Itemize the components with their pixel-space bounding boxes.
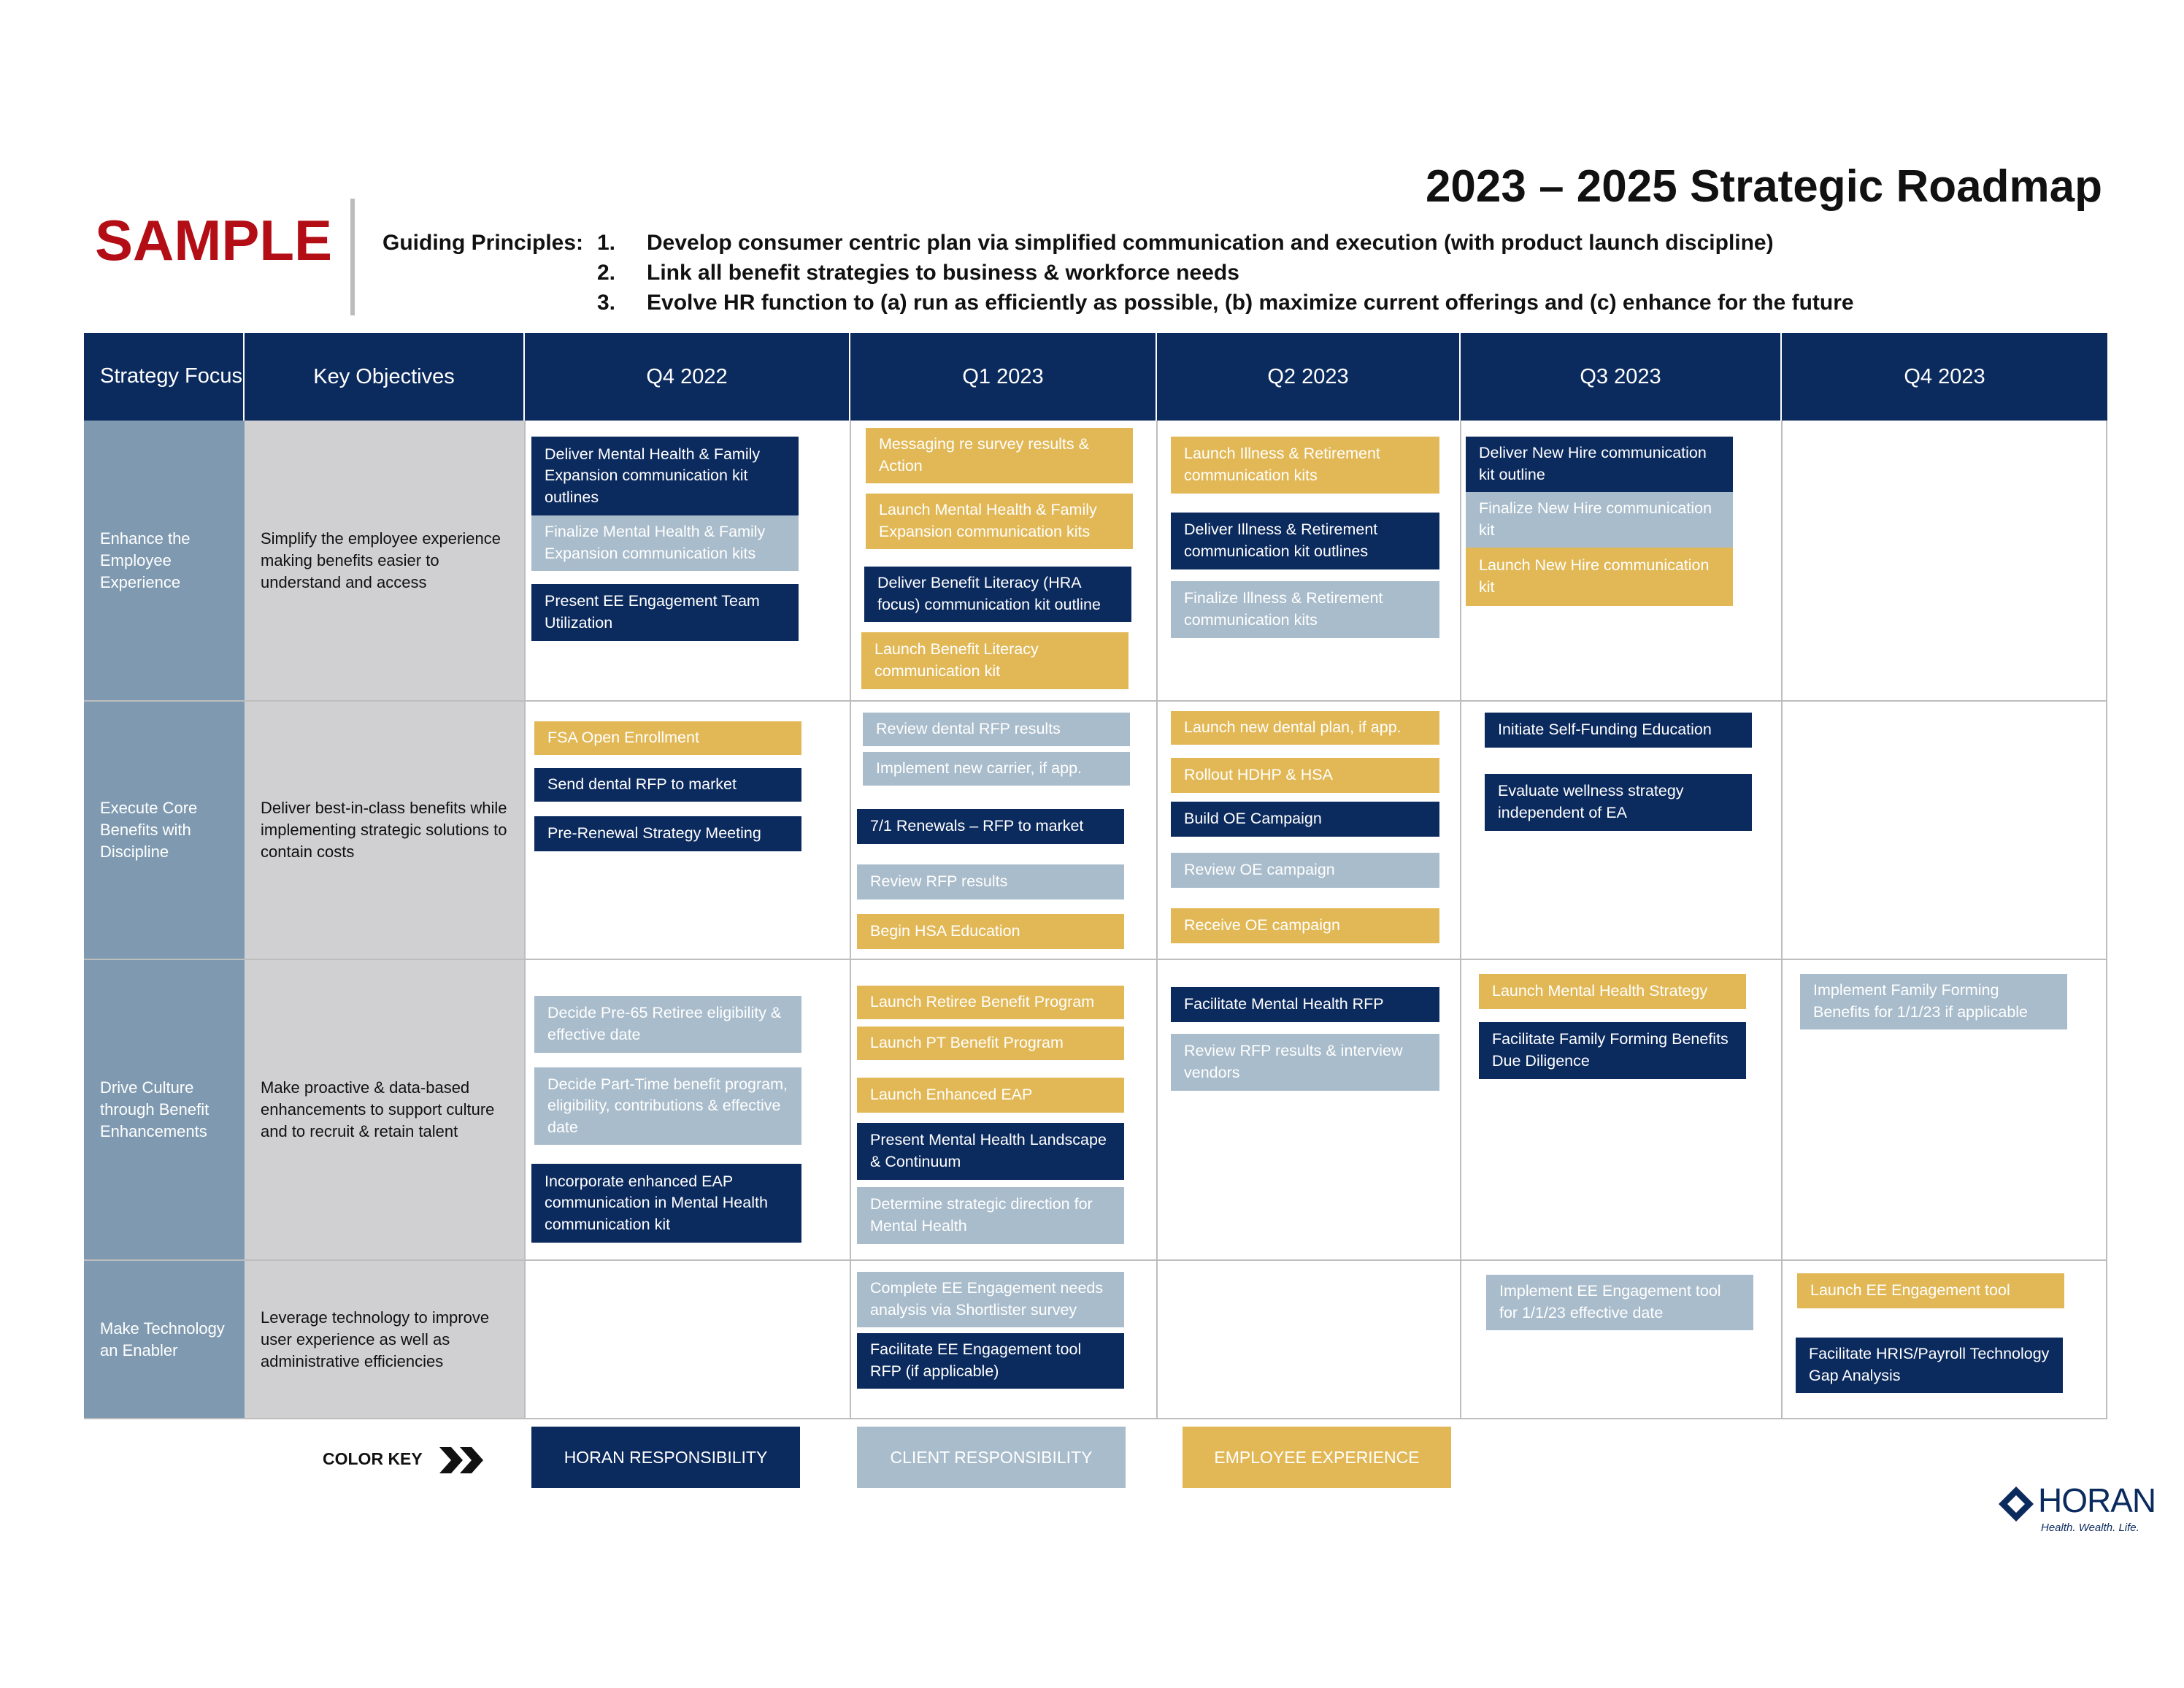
- divider: [350, 199, 355, 315]
- logo-wordmark: HORAN: [2038, 1481, 2156, 1519]
- activity-box: Pre-Renewal Strategy Meeting: [534, 816, 801, 851]
- grid-line: [850, 421, 851, 1419]
- grid-line: [84, 700, 2107, 702]
- color-key-employee: EMPLOYEE EXPERIENCE: [1183, 1427, 1451, 1488]
- page-title: 2023 – 2025 Strategic Roadmap: [1425, 161, 2102, 212]
- activity-box: Deliver New Hire communication kit outline: [1466, 437, 1733, 492]
- activity-box: Launch Mental Health Strategy: [1479, 974, 1746, 1009]
- activity-box: FSA Open Enrollment: [534, 721, 801, 755]
- strategy-focus-cell: Enhance the Employee Experience: [84, 421, 245, 701]
- key-objective-cell: Leverage technology to improve user experience as well as administrative efficiencies: [245, 1260, 525, 1419]
- double-chevron-right-icon: [438, 1444, 489, 1476]
- activity-box: Review dental RFP results: [863, 713, 1130, 746]
- activity-box: Deliver Illness & Retirement communication kit outlines: [1171, 513, 1439, 569]
- sample-watermark: SAMPLE: [95, 208, 333, 272]
- grid-line: [84, 959, 2107, 960]
- activity-box: Facilitate EE Engagement tool RFP (if applicable): [857, 1333, 1124, 1389]
- grid-line: [1781, 421, 1783, 1419]
- activity-box: Facilitate Mental Health RFP: [1171, 987, 1439, 1022]
- activity-box: Review OE campaign: [1171, 853, 1439, 888]
- guiding-principle-1: 1. Develop consumer centric plan via simplified communication and execution (with product launch discipline): [597, 231, 1774, 255]
- guiding-principles-label: Guiding Principles:: [382, 231, 584, 255]
- color-key-client: CLIENT RESPONSIBILITY: [857, 1427, 1126, 1488]
- activity-box: Finalize Illness & Retirement communication kits: [1171, 581, 1439, 638]
- activity-box: Facilitate HRIS/Payroll Technology Gap Analysis: [1796, 1338, 2063, 1393]
- guiding-principle-3: 3. Evolve HR function to (a) run as efficiently as possible, (b) maximize current offerings and (c) enhance for the future: [597, 291, 1854, 315]
- grid-line: [524, 421, 526, 1419]
- activity-box: Incorporate enhanced EAP communication in Mental Health communication kit: [531, 1164, 801, 1243]
- activity-box: Initiate Self-Funding Education: [1485, 713, 1752, 748]
- activity-box: Launch Mental Health & Family Expansion communication kits: [866, 494, 1133, 549]
- activity-box: Launch EE Engagement tool: [1797, 1273, 2064, 1308]
- activity-box: Evaluate wellness strategy independent of EA: [1485, 774, 1752, 831]
- activity-box: Finalize Mental Health & Family Expansion communication kits: [531, 515, 799, 571]
- grid-line: [84, 1418, 2107, 1419]
- color-key-label: COLOR KEY: [323, 1449, 423, 1468]
- color-key-horan: HORAN RESPONSIBILITY: [531, 1427, 800, 1488]
- guiding-principle-2: 2. Link all benefit strategies to business & workforce needs: [597, 261, 1239, 285]
- grid-line: [84, 1259, 2107, 1261]
- header-quarter-3: Q2 2023: [1157, 333, 1461, 421]
- header-quarter-2: Q1 2023: [850, 333, 1157, 421]
- logo-tagline: Health. Wealth. Life.: [2041, 1522, 2139, 1534]
- activity-box: Launch Enhanced EAP: [857, 1078, 1124, 1113]
- activity-box: Launch Illness & Retirement communication kits: [1171, 437, 1439, 494]
- grid-line: [1156, 421, 1158, 1419]
- activity-box: Finalize New Hire communication kit: [1466, 492, 1733, 548]
- activity-box: Launch new dental plan, if app.: [1171, 711, 1439, 745]
- activity-box: Determine strategic direction for Mental Health: [857, 1187, 1124, 1244]
- activity-box: Facilitate Family Forming Benefits Due Diligence: [1479, 1022, 1746, 1079]
- activity-box: 7/1 Renewals – RFP to market: [857, 809, 1124, 844]
- activity-box: Launch PT Benefit Program: [857, 1027, 1124, 1060]
- key-objective-cell: Deliver best-in-class benefits while implementing strategic solutions to contain costs: [245, 701, 525, 959]
- activity-box: Launch New Hire communication kit: [1466, 548, 1733, 606]
- key-objective-cell: Simplify the employee experience making benefits easier to understand and access: [245, 421, 525, 701]
- activity-box: Send dental RFP to market: [534, 768, 801, 802]
- key-objective-cell: Make proactive & data-based enhancements to support culture and to recruit & retain talent: [245, 959, 525, 1260]
- header-quarter-1: Q4 2022: [525, 333, 850, 421]
- horan-logo-icon: [1997, 1485, 2035, 1523]
- activity-box: Launch Retiree Benefit Program: [857, 986, 1124, 1019]
- header-strategy-focus: Strategy Focus: [84, 333, 245, 421]
- grid-line: [2106, 421, 2107, 1419]
- activity-box: Complete EE Engagement needs analysis via Shortlister survey: [857, 1272, 1124, 1327]
- activity-box: Decide Part-Time benefit program, eligibility, contributions & effective date: [534, 1067, 801, 1145]
- activity-box: Launch Benefit Literacy communication kit: [861, 632, 1128, 689]
- header-key-objectives: Key Objectives: [245, 333, 525, 421]
- grid-line: [1460, 421, 1461, 1419]
- activity-box: Present EE Engagement Team Utilization: [531, 584, 799, 641]
- strategy-focus-cell: Make Technology an Enabler: [84, 1260, 245, 1419]
- activity-box: Review RFP results & interview vendors: [1171, 1034, 1439, 1091]
- activity-box: Review RFP results: [857, 864, 1124, 899]
- strategy-focus-cell: Drive Culture through Benefit Enhancements: [84, 959, 245, 1260]
- activity-box: Rollout HDHP & HSA: [1171, 758, 1439, 793]
- activity-box: Deliver Benefit Literacy (HRA focus) communication kit outline: [864, 567, 1131, 622]
- activity-box: Begin HSA Education: [857, 914, 1124, 949]
- activity-box: Receive OE campaign: [1171, 908, 1439, 943]
- activity-box: Implement EE Engagement tool for 1/1/23 effective date: [1486, 1275, 1753, 1330]
- strategy-focus-cell: Execute Core Benefits with Discipline: [84, 701, 245, 959]
- activity-box: Messaging re survey results & Action: [866, 428, 1133, 483]
- activity-box: Implement Family Forming Benefits for 1/1/23 if applicable: [1800, 974, 2067, 1029]
- activity-box: Decide Pre-65 Retiree eligibility & effective date: [534, 996, 801, 1053]
- header-quarter-5: Q4 2023: [1782, 333, 2107, 421]
- activity-box: Deliver Mental Health & Family Expansion communication kit outlines: [531, 437, 799, 515]
- activity-box: Present Mental Health Landscape & Continuum: [857, 1123, 1124, 1180]
- header-quarter-4: Q3 2023: [1461, 333, 1782, 421]
- activity-box: Build OE Campaign: [1171, 802, 1439, 837]
- activity-box: Implement new carrier, if app.: [863, 752, 1130, 786]
